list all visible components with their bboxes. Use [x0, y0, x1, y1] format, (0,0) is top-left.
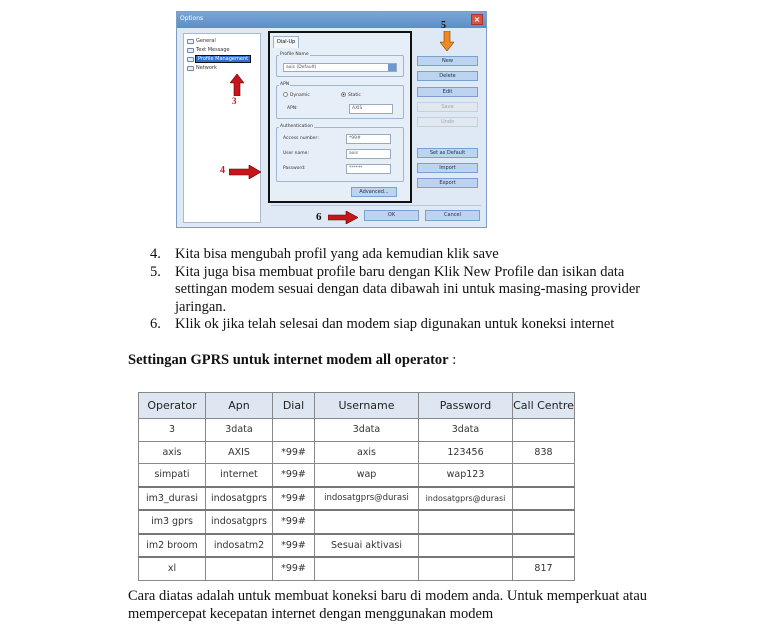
user-name-input[interactable]: axis: [346, 149, 391, 159]
delete-button[interactable]: Delete: [417, 71, 478, 81]
close-icon[interactable]: ×: [471, 14, 483, 25]
apn-group: APN Dynamic Static APN: AXIS: [276, 85, 404, 119]
options-dialog-screenshot: [176, 11, 487, 228]
table-row: im3 gprs indosatgprs *99#: [139, 510, 575, 534]
profile-name-select[interactable]: axis (Default): [283, 63, 397, 72]
red-arrow-up-icon: [230, 74, 244, 96]
steps-list: [150, 246, 670, 334]
radio-off-icon: [283, 92, 288, 97]
body-paragraph: Cara diatas adalah untuk membuat koneksi baru di modem anda. Untuk memperkuat atau mempercepat kecepatan internet dengan menggunakan modem: [128, 588, 648, 622]
table-row: im2 broom indosatm2 *99# Sesuai aktivasi: [139, 534, 575, 558]
authentication-group: Authentication Access number: *99# User name: axis Password: ******: [276, 127, 404, 182]
annotation-4: 4: [220, 165, 225, 176]
step-item: 6. Klik ok jika telah selesai dan modem siap digunakan untuk koneksi internet: [150, 316, 615, 332]
table-row: simpati internet *99# wap wap123: [139, 464, 575, 487]
annotation-5: 5: [441, 20, 446, 31]
table-header-row: [139, 393, 575, 419]
red-arrow-right-icon: [229, 165, 261, 179]
col-dial: Dial: [273, 393, 315, 419]
new-button[interactable]: New: [417, 56, 478, 66]
access-number-label: Access number:: [283, 136, 319, 141]
step-item: 5. Kita juga bisa membuat profile baru dengan Klik New Profile dan isikan data settingan modem sesuai dengan data dibawah ini untuk masing-masing provider jaringan.: [150, 263, 641, 315]
export-button[interactable]: Export: [417, 178, 478, 188]
col-operator: Operator: [139, 393, 206, 419]
password-input[interactable]: ******: [346, 164, 391, 174]
chevron-down-icon[interactable]: [388, 64, 396, 71]
gprs-settings-table: [138, 392, 575, 581]
profile-name-group: Profile Name axis (Default): [276, 55, 404, 77]
table-row: 3 3data 3data 3data: [139, 419, 575, 442]
tree-item-general[interactable]: General: [187, 37, 216, 45]
col-apn: Apn: [206, 393, 273, 419]
table-row: im3_durasi indosatgprs *99# indosatgprs@durasi indosatgprs@durasi: [139, 487, 575, 511]
radio-on-icon: [341, 92, 346, 97]
red-arrow-right-icon: [328, 211, 358, 224]
divider: [271, 205, 481, 206]
ok-button[interactable]: OK: [364, 210, 419, 221]
table-row: axis AXIS *99# axis 123456 838: [139, 441, 575, 464]
cancel-button[interactable]: Cancel: [425, 210, 480, 221]
tab-dial-up[interactable]: Dial-Up: [273, 36, 299, 48]
apn-label: APN:: [287, 106, 298, 111]
password-label: Password:: [283, 166, 306, 171]
set-as-default-button[interactable]: Set as Default: [417, 148, 478, 158]
folder-icon: [187, 57, 194, 62]
user-name-label: User name:: [283, 151, 309, 156]
col-password: Password: [419, 393, 513, 419]
col-username: Username: [315, 393, 419, 419]
orange-arrow-down-icon: [440, 31, 454, 51]
col-call-centre: Call Centre: [513, 393, 575, 419]
import-button[interactable]: Import: [417, 163, 478, 173]
annotation-3: 3: [232, 96, 237, 106]
save-button[interactable]: Save: [417, 102, 478, 112]
dialup-tab-panel: [268, 31, 412, 203]
options-tree: [183, 33, 261, 223]
access-number-input[interactable]: *99#: [346, 134, 391, 144]
apn-input[interactable]: AXIS: [349, 104, 393, 114]
tree-item-network[interactable]: Network: [187, 64, 217, 72]
folder-icon: [187, 66, 194, 71]
undo-button[interactable]: Undo: [417, 117, 478, 127]
annotation-6: 6: [316, 211, 322, 223]
tree-item-text-message[interactable]: Text Message: [187, 46, 230, 54]
dialog-title: Options: [180, 15, 204, 22]
radio-static[interactable]: Static: [341, 92, 361, 98]
edit-button[interactable]: Edit: [417, 87, 478, 97]
radio-dynamic[interactable]: Dynamic: [283, 92, 310, 98]
folder-icon: [187, 48, 194, 53]
advanced-button[interactable]: Advanced...: [351, 187, 397, 197]
section-heading: Settingan GPRS untuk internet modem all operator :: [128, 352, 457, 368]
title-bar: [177, 12, 486, 28]
folder-icon: [187, 39, 194, 44]
step-item: 4. Kita bisa mengubah profil yang ada kemudian klik save: [150, 246, 499, 262]
tree-item-profile-management[interactable]: Profile Management: [187, 55, 250, 63]
table-row: xl *99# 817: [139, 557, 575, 580]
